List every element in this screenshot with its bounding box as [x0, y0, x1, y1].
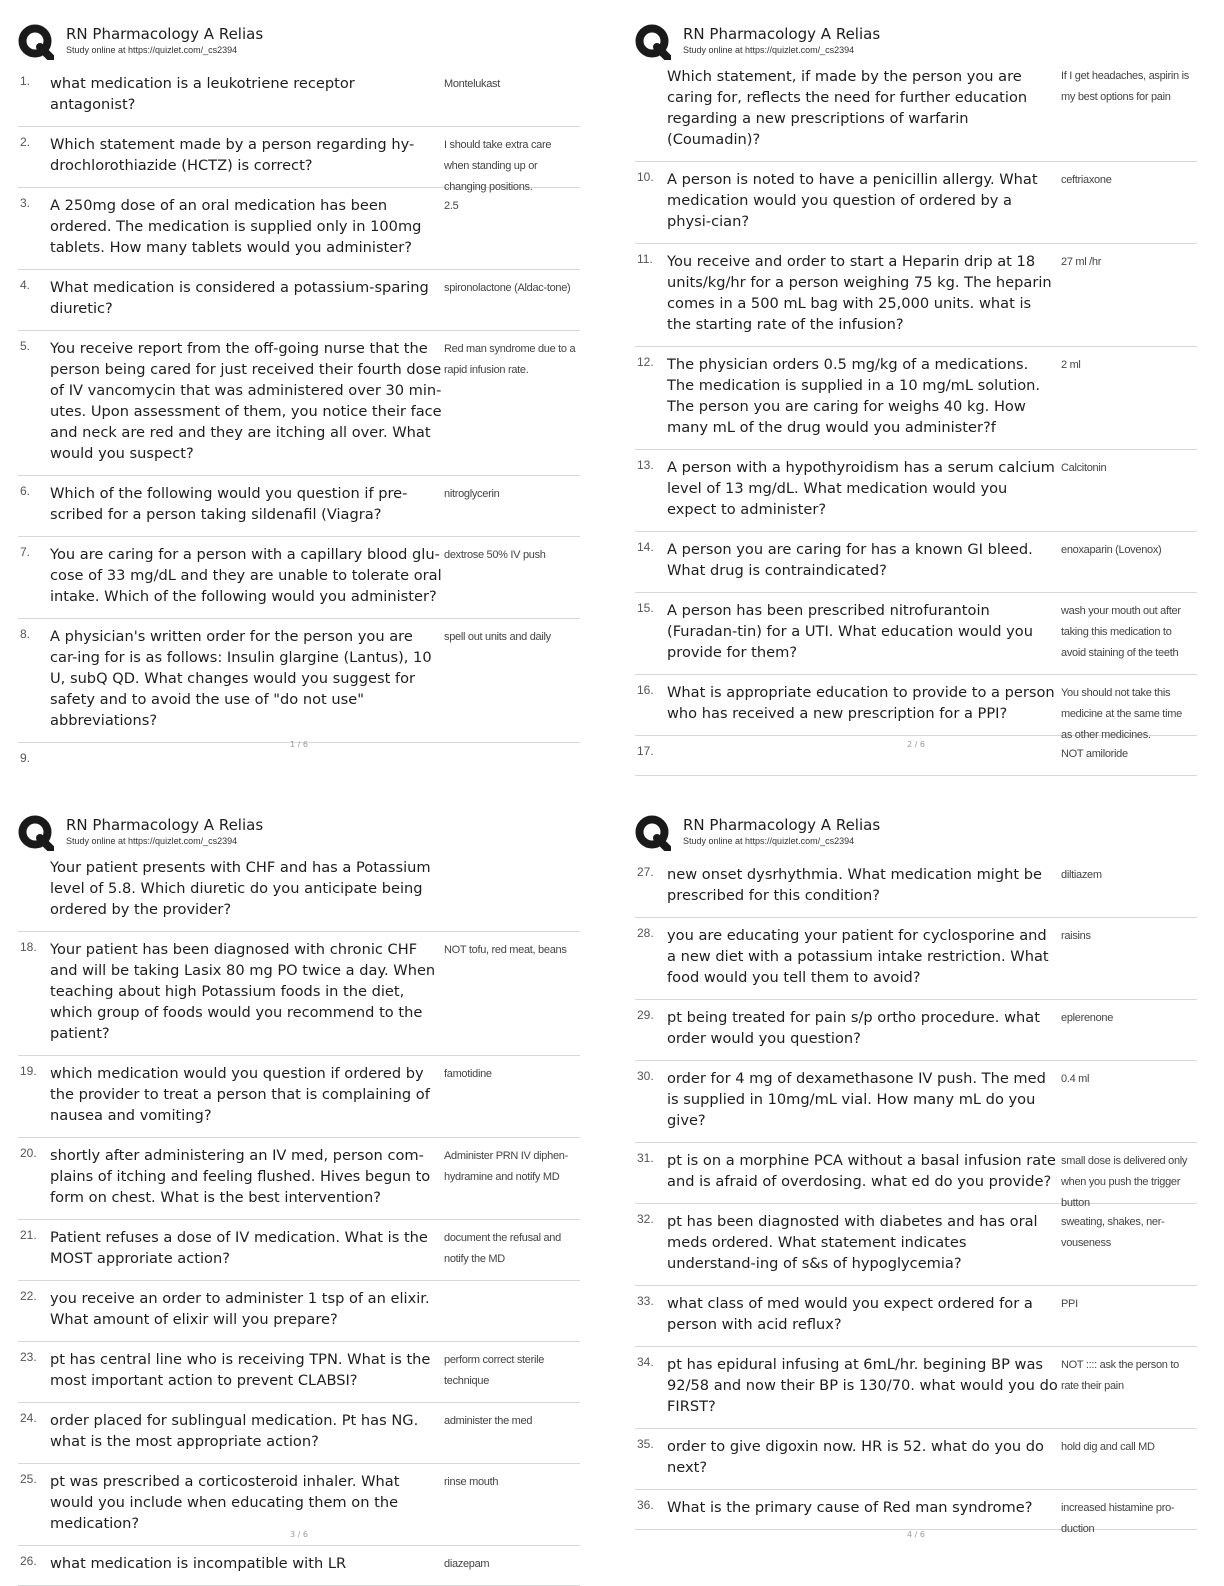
flashcard-row[interactable]: [635, 450, 1197, 532]
card-number: 6.: [20, 484, 31, 498]
card-number: 10.: [637, 170, 654, 184]
card-list: [18, 857, 580, 1586]
card-question: What is the primary cause of Red man syndrome?: [667, 1499, 1033, 1516]
card-question: what class of med would you expect ordered for a person with acid reflux?: [667, 1295, 1033, 1333]
flashcard-row[interactable]: [18, 537, 580, 619]
deck-title: RN Pharmacology A Relias: [683, 25, 881, 43]
study-link[interactable]: Study online at https://quizlet.com/_cs2394: [66, 45, 238, 55]
card-question: A person is noted to have a penicillin allergy. What medication would you question of ordered by a physi-cian?: [667, 171, 1038, 230]
card-answer: 2 ml: [1061, 359, 1081, 371]
card-question: Your patient presents with CHF and has a Potassium level of 5.8. Which diuretic do you anticipate being ordered by the provider?: [50, 859, 431, 918]
card-answer: 0.4 ml: [1061, 1073, 1090, 1085]
card-question: new onset dysrhythmia. What medication might be prescribed for this condition?: [667, 866, 1042, 904]
card-question: which medication would you question if ordered by the provider to treat a person that is complaining of nausea and vomiting?: [50, 1065, 430, 1124]
card-number: 14.: [637, 540, 654, 554]
card-question: pt has epidural infusing at 6mL/hr. begining BP was 92/58 and now their BP is 130/70. what would you do FIRST?: [667, 1356, 1058, 1415]
card-answer: administer the med: [444, 1415, 533, 1427]
card-number: 1.: [20, 74, 31, 88]
card-number: 5.: [20, 339, 31, 353]
page-1: [18, 24, 580, 782]
flashcard-row[interactable]: [635, 1286, 1197, 1347]
card-question: Patient refuses a dose of IV medication. What is the MOST approriate action?: [50, 1229, 428, 1267]
card-answer: diltiazem: [1061, 869, 1102, 881]
card-answer: famotidine: [444, 1068, 492, 1080]
deck-title: RN Pharmacology A Relias: [683, 816, 881, 834]
card-number: 21.: [20, 1228, 37, 1242]
card-number: 32.: [637, 1212, 654, 1226]
card-question: You are caring for a person with a capillary blood glu-cose of 33 mg/dL and they are unable to tolerate oral intake. Which of the following would you administer?: [50, 546, 442, 605]
card-number: 16.: [637, 683, 654, 697]
card-question: What medication is considered a potassium-sparing diuretic?: [50, 279, 429, 317]
card-number: 20.: [20, 1146, 37, 1160]
flashcard-row[interactable]: [18, 1138, 580, 1220]
card-question: A person with a hypothyroidism has a serum calcium level of 13 mg/dL. What medication would you expect to administer?: [667, 459, 1055, 518]
flashcard-row[interactable]: [635, 1204, 1197, 1286]
card-number: 12.: [637, 355, 654, 369]
card-question: A 250mg dose of an oral medication has been ordered. The medication is supplied only in 100mg tablets. How many tablets would you administer?: [50, 197, 422, 256]
card-question: shortly after administering an IV med, person com-plains of itching and feeling flushed. Hives begun to form on chest. What is the best intervention?: [50, 1147, 431, 1206]
flashcard-row[interactable]: [18, 1281, 580, 1342]
page-header: [635, 24, 1197, 66]
card-answer: If I get headaches, aspirin is my best options for pain: [1061, 70, 1189, 103]
flashcard-row[interactable]: [635, 918, 1197, 1000]
card-answer: perform correct sterile technique: [444, 1354, 545, 1387]
card-number: 9.: [20, 751, 31, 765]
card-list: [635, 66, 1197, 776]
flashcard-row[interactable]: [635, 1347, 1197, 1429]
page-3: [18, 815, 580, 1586]
card-answer: increased histamine pro-duction: [1061, 1502, 1175, 1535]
flashcard-row[interactable]: [635, 1143, 1197, 1209]
card-answer: Administer PRN IV diphen-hydramine and notify MD: [444, 1150, 568, 1183]
card-continuation: [635, 66, 1197, 162]
card-question: order to give digoxin now. HR is 52. what do you do next?: [667, 1438, 1044, 1476]
card-answer: spell out units and daily: [444, 631, 551, 643]
card-answer: 27 ml /hr: [1061, 256, 1102, 268]
card-number: 11.: [637, 252, 653, 266]
page-number: 4 / 6: [907, 1530, 925, 1539]
card-question: You receive report from the off-going nurse that the person being cared for just received their fourth dose of IV vancomycin that was administered over 30 min-utes. Upon assessment of them, you notice their face and neck are red and they are itching all over. What would you suspect?: [50, 340, 442, 462]
card-number: 26.: [20, 1554, 37, 1568]
card-question: Which of the following would you question if pre-scribed for a person taking sildenafil (Viagra?: [50, 485, 408, 523]
card-question: pt has central line who is receiving TPN. What is the most important action to prevent CLABSI?: [50, 1351, 431, 1389]
card-number: 33.: [637, 1294, 654, 1308]
flashcard-row[interactable]: [18, 476, 580, 537]
card-answer: spironolactone (Aldac-tone): [444, 282, 571, 294]
flashcard-row[interactable]: [18, 619, 580, 743]
card-question: pt has been diagnosted with diabetes and has oral meds ordered. What statement indicates understand-ing of s&s of hypoglycemia?: [667, 1213, 1038, 1272]
card-answer: I should take extra care when standing up or changing positions.: [444, 139, 552, 193]
flashcard-row[interactable]: [635, 675, 1197, 741]
flashcard-row[interactable]: [18, 188, 580, 270]
card-list: [18, 66, 580, 782]
card-number: 25.: [20, 1472, 37, 1486]
flashcard-row[interactable]: [18, 1056, 580, 1138]
card-question: you receive an order to administer 1 tsp of an elixir. What amount of elixir will you prepare?: [50, 1290, 430, 1328]
page-number: 1 / 6: [290, 740, 308, 749]
card-answer: ceftriaxone: [1061, 174, 1112, 186]
flashcard-row[interactable]: [635, 532, 1197, 593]
page-number: 3 / 6: [290, 1530, 308, 1539]
card-question: A person has been prescribed nitrofurantoin (Furadan-tin) for a UTI. What education would you provide for them?: [667, 602, 1033, 661]
flashcard-row[interactable]: [635, 1061, 1197, 1143]
card-answer: enoxaparin (Lovenox): [1061, 544, 1162, 556]
card-question: You receive and order to start a Heparin drip at 18 units/kg/hr for a person weighing 75 kg. The heparin comes in a 500 mL bag with 25,000 units. what is the starting rate of the infusion?: [667, 253, 1052, 333]
card-number: 29.: [637, 1008, 654, 1022]
card-number: 31.: [637, 1151, 654, 1165]
card-question: order placed for sublingual medication. Pt has NG. what is the most appropriate action?: [50, 1412, 419, 1450]
quizlet-logo-icon: [18, 24, 54, 60]
card-number: 18.: [20, 940, 37, 954]
card-question: Which statement, if made by the person you are caring for, reflects the need for further education regarding a new prescriptions of warfarin (Coumadin)?: [667, 68, 1028, 148]
flashcard-row[interactable]: [635, 347, 1197, 450]
card-answer: rinse mouth: [444, 1476, 499, 1488]
card-question: [667, 743, 1059, 764]
card-answer: raisins: [1061, 930, 1091, 942]
flashcard-row[interactable]: [18, 932, 580, 1056]
card-number: 23.: [20, 1350, 37, 1364]
page-header: [635, 815, 1197, 857]
card-question: pt being treated for pain s/p ortho procedure. what order would you question?: [667, 1009, 1040, 1047]
card-answer: eplerenone: [1061, 1012, 1114, 1024]
flashcard-row[interactable]: [18, 127, 580, 193]
card-number: 35.: [637, 1437, 654, 1451]
card-question: order for 4 mg of dexamethasone IV push. The med is supplied in 10mg/mL vial. How many mL do you give?: [667, 1070, 1046, 1129]
flashcard-row[interactable]: [18, 66, 580, 127]
card-question: What is appropriate education to provide to a person who has received a new prescription for a PPI?: [667, 684, 1055, 722]
study-link[interactable]: Study online at https://quizlet.com/_cs2394: [66, 836, 238, 846]
card-answer: small dose is delivered only when you push the trigger button: [1061, 1155, 1188, 1209]
flashcard-row[interactable]: [635, 162, 1197, 244]
quizlet-logo-icon: [18, 815, 54, 851]
card-answer: document the refusal and notify the MD: [444, 1232, 561, 1265]
card-question: The physician orders 0.5 mg/kg of a medications. The medication is supplied in a 10 mg/mL solution. The person you are caring for weighs 40 kg. How many mL of the drug would you administer?f: [667, 356, 1041, 436]
card-question: what medication is a leukotriene receptor antagonist?: [50, 75, 355, 113]
card-question: Your patient has been diagnosed with chronic CHF and will be taking Lasix 80 mg PO twice a day. When teaching about high Potassium foods in the diet, which group of foods would you recommend to the patient?: [50, 941, 436, 1042]
flashcard-row[interactable]: [635, 857, 1197, 918]
flashcard-row[interactable]: [18, 1220, 580, 1281]
flashcard-row[interactable]: [635, 593, 1197, 675]
card-number: 28.: [637, 926, 654, 940]
card-answer: diazepam: [444, 1558, 490, 1570]
card-answer: Red man syndrome due to a rapid infusion rate.: [444, 343, 576, 376]
flashcard-row[interactable]: [18, 1342, 580, 1403]
card-question: A physician's written order for the person you are car-ing for is as follows: Insulin glargine (Lantus), 10 U, subQ QD. What changes would you suggest for safety and to avoid the use of "do not use" abbreviations?: [50, 628, 432, 729]
card-answer: NOT amiloride: [1061, 748, 1128, 760]
card-number: 7.: [20, 545, 31, 559]
card-number: 13.: [637, 458, 654, 472]
quizlet-logo-icon: [635, 24, 671, 60]
card-number: 30.: [637, 1069, 654, 1083]
study-link[interactable]: Study online at https://quizlet.com/_cs2394: [683, 45, 855, 55]
deck-title: RN Pharmacology A Relias: [66, 816, 264, 834]
card-number: 2.: [20, 135, 31, 149]
card-answer: Calcitonin: [1061, 462, 1107, 474]
page-number: 2 / 6: [907, 740, 925, 749]
card-answer: wash your mouth out after taking this medication to avoid staining of the teeth: [1061, 605, 1181, 659]
card-number: 27.: [637, 865, 654, 879]
flashcard-row[interactable]: [635, 1429, 1197, 1490]
flashcard-row[interactable]: [18, 1403, 580, 1464]
card-number: 3.: [20, 196, 31, 210]
study-link[interactable]: Study online at https://quizlet.com/_cs2394: [683, 836, 855, 846]
flashcard-row[interactable]: [18, 331, 580, 476]
card-number: 34.: [637, 1355, 654, 1369]
card-answer: PPI: [1061, 1298, 1078, 1310]
card-answer: nitroglycerin: [444, 488, 500, 500]
card-question: you are educating your patient for cyclosporine and a new diet with a potassium intake restriction. What food would you tell them to avoid?: [667, 927, 1049, 986]
flashcard-row[interactable]: [635, 1000, 1197, 1061]
page-header: [18, 24, 580, 66]
card-answer: 2.5: [444, 200, 459, 212]
card-answer: dextrose 50% IV push: [444, 549, 546, 561]
card-question: Which statement made by a person regarding hy-drochlorothiazide (HCTZ) is correct?: [50, 136, 415, 174]
card-question: pt was prescribed a corticosteroid inhaler. What would you include when educating them on the medication?: [50, 1473, 400, 1532]
card-answer: NOT tofu, red meat, beans: [444, 944, 567, 956]
flashcard-row[interactable]: [18, 1546, 580, 1586]
card-answer: sweating, shakes, ner-vouseness: [1061, 1216, 1165, 1249]
card-number: 4.: [20, 278, 31, 292]
card-answer: Montelukast: [444, 78, 501, 90]
flashcard-row[interactable]: [635, 244, 1197, 347]
card-continuation: [18, 857, 580, 932]
page-2: [635, 24, 1197, 776]
flashcard-row[interactable]: [18, 270, 580, 331]
card-number: 36.: [637, 1498, 654, 1512]
card-number: 19.: [20, 1064, 37, 1078]
card-number: 17.: [637, 744, 654, 758]
card-number: 22.: [20, 1289, 37, 1303]
card-number: 8.: [20, 627, 31, 641]
card-number: 15.: [637, 601, 654, 615]
card-number: 24.: [20, 1411, 37, 1425]
card-question: [50, 750, 442, 771]
card-answer: You should not take this medicine at the same time as other medicines.: [1061, 687, 1182, 741]
card-answer: NOT :::: ask the person to rate their pain: [1061, 1359, 1179, 1392]
quizlet-logo-icon: [635, 815, 671, 851]
card-question: pt is on a morphine PCA without a basal infusion rate and is afraid of overdosing. what ed do you provide?: [667, 1152, 1056, 1190]
page-header: [18, 815, 580, 857]
card-question: what medication is incompatible with LR: [50, 1555, 347, 1572]
deck-title: RN Pharmacology A Relias: [66, 25, 264, 43]
card-answer: hold dig and call MD: [1061, 1441, 1155, 1453]
card-question: A person you are caring for has a known GI bleed. What drug is contraindicated?: [667, 541, 1033, 579]
